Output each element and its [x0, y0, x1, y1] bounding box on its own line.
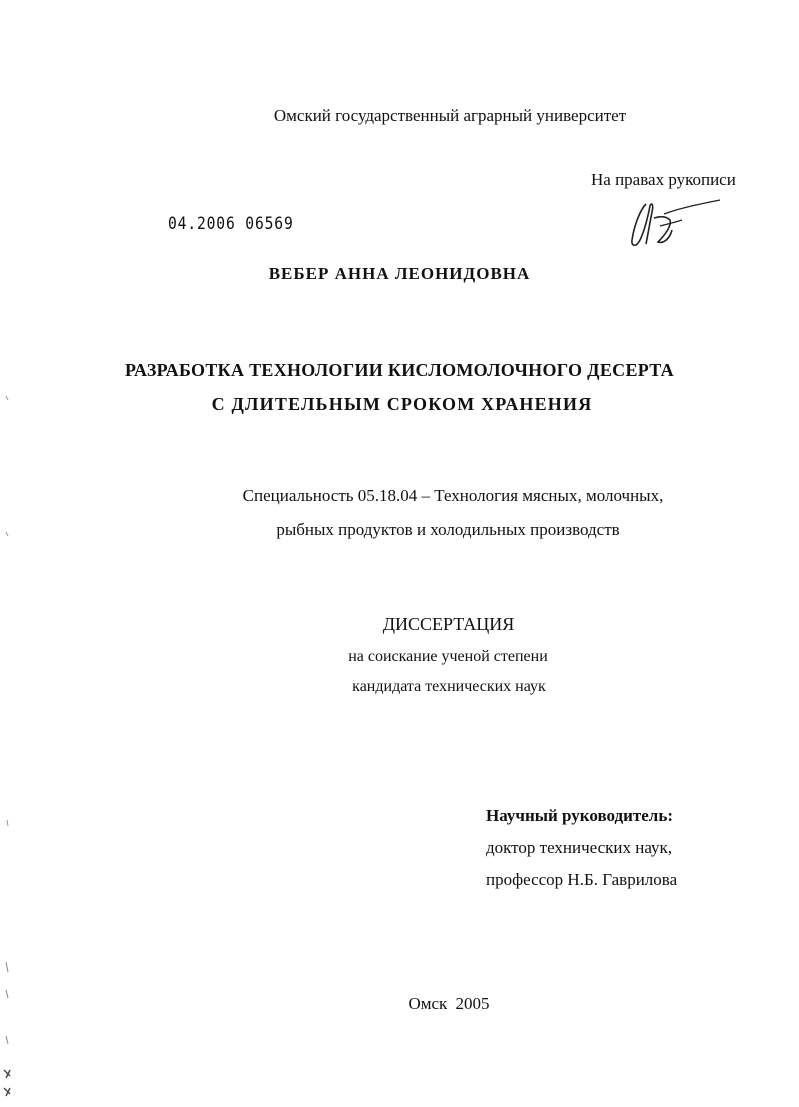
registration-code: 04.2006 06569 [168, 214, 294, 234]
author-name: ВЕБЕР АННА ЛЕОНИДОВНА [268, 264, 531, 283]
city-year: Омск 2005 [408, 994, 490, 1013]
supervisor-name: профессор Н.Б. Гаврилова [486, 870, 678, 889]
thesis-title-line-1: РАЗРАБОТКА ТЕХНОЛОГИИ КИСЛОМОЛОЧНОГО ДЕСЕРТА [125, 360, 674, 380]
specialty-line-2: рыбных продуктов и холодильных производств [276, 520, 620, 539]
degree-line-1: на соискание ученой степени [348, 648, 548, 665]
specialty-line-1: Специальность 05.18.04 – Технология мясных, молочных, [242, 486, 664, 505]
degree-line-2: кандидата технических наук [352, 678, 546, 695]
rights-note: На правах рукописи [591, 170, 736, 189]
university-name: Омский государственный аграрный университет [273, 106, 627, 125]
signature-mark [624, 196, 724, 252]
supervisor-label: Научный руководитель: [486, 806, 673, 825]
work-type: ДИССЕРТАЦИЯ [382, 614, 515, 634]
scan-margin-artifacts [0, 0, 20, 1107]
thesis-title-line-2: С ДЛИТЕЛЬНЫМ СРОКОМ ХРАНЕНИЯ [211, 394, 593, 414]
supervisor-degree: доктор технических наук, [486, 838, 673, 857]
